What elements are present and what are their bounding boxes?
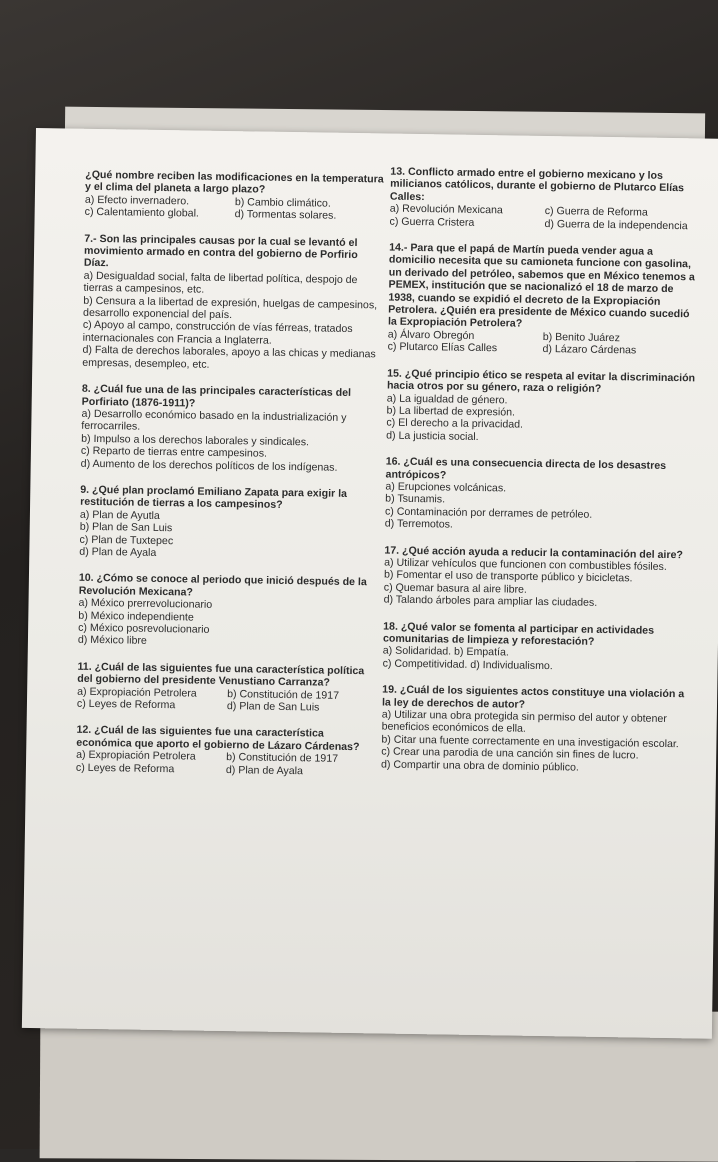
answer-option[interactable]: b) México independiente: [78, 609, 194, 624]
answer-option[interactable]: a) Expropiación Petrolera: [77, 685, 197, 700]
answer-option[interactable]: c) Apoyo al campo, construcción de vías férreas, tratados internacionales con Francia a Inglaterra.: [82, 319, 353, 347]
question-title: 15. ¿Qué principio ético se respeta al evitar la discriminación hacia otros por su género, raza o religión?: [386, 367, 696, 396]
answer-option[interactable]: d) México libre: [77, 634, 147, 648]
answer-option[interactable]: a) Revolución Mexicana: [389, 202, 503, 217]
answer-option[interactable]: a) La igualdad de género.: [386, 392, 508, 406]
answer-option[interactable]: c) Guerra Cristera: [389, 215, 475, 229]
answer-option[interactable]: d) Plan de San Luis: [226, 700, 320, 714]
answer-option[interactable]: a) Álvaro Obregón: [387, 328, 475, 342]
question-title: 13. Conflicto armado entre el gobierno mexicano y los milicianos católicos, durante el gobierno de Plutarco Elías Calles:: [389, 165, 684, 203]
answer-option[interactable]: b) Citar una fuente correctamente en una investigación escolar.: [381, 733, 679, 751]
answer-option[interactable]: d) Plan de Ayala: [225, 763, 303, 777]
question-q8: [81, 383, 382, 475]
right-column: [381, 166, 701, 790]
left-column: [76, 169, 386, 793]
answer-option[interactable]: d) Guerra de la independencia: [544, 217, 688, 232]
answer-option[interactable]: c) El derecho a la privacidad.: [386, 416, 524, 431]
answer-option[interactable]: a) Desarrollo económico basado en la industrialización y ferrocarriles.: [81, 407, 347, 433]
answer-option[interactable]: c) Plan de Tuxtepec: [79, 533, 174, 547]
answer-option[interactable]: b) Benito Juárez: [542, 330, 621, 345]
answer-option[interactable]: b) Constitución de 1917: [227, 687, 340, 702]
answer-option[interactable]: a) Efecto invernadero.: [84, 193, 190, 208]
answer-option[interactable]: d) Plan de Ayala: [79, 545, 157, 559]
answer-option[interactable]: c) Crear una parodia de una canción sin fines de lucro.: [381, 745, 639, 762]
exam-sheet: [22, 128, 718, 1039]
answer-option[interactable]: a) México prerrevolucionario: [78, 596, 213, 612]
question-title: 9. ¿Qué plan proclamó Emiliano Zapata para exigir la restitución de tierras a los campesinos?: [80, 483, 348, 512]
answer-option[interactable]: d) Compartir una obra de dominio público.: [380, 758, 579, 774]
answer-option[interactable]: a) Utilizar vehículos que funcionen con combustibles fósiles.: [384, 556, 667, 573]
question-q19: [381, 684, 692, 776]
answer-option[interactable]: c) Guerra de Reforma: [544, 205, 648, 219]
answer-option[interactable]: c) Reparto de tierras entre campesinos.: [80, 444, 268, 460]
question-q9: [79, 484, 380, 563]
question-title: 12. ¿Cuál de las siguientes fue una característica económica que aporto el gobierno de Lázaro Cárdenas?: [76, 724, 360, 754]
answer-option[interactable]: d) Falta de derechos laborales, apoyo a las chicas y medianas empresas, desempleo, etc.: [82, 344, 376, 371]
question-q11: [77, 661, 378, 715]
answer-option[interactable]: c) México posrevolucionario: [78, 621, 210, 636]
question-title: 7.- Son las principales causas por la cual se levantó el movimiento armado en contra del gobierno de Porfirio Díaz.: [83, 232, 358, 270]
question-title: ¿Qué nombre reciben las modificaciones en la temperatura y el clima del planeta a largo plazo?: [84, 168, 384, 197]
answer-option[interactable]: c) Quemar basura al aire libre.: [383, 581, 527, 596]
answer-option[interactable]: c) Plutarco Elías Calles: [387, 340, 498, 355]
answer-option[interactable]: d) Tormentas solares.: [234, 208, 337, 222]
answer-option[interactable]: b) Plan de San Luis: [79, 520, 173, 535]
answer-option[interactable]: d) Terremotos.: [384, 517, 454, 531]
question-title: 19. ¿Cuál de los siguientes actos constituye una violación a la ley de derechos de autor?: [381, 683, 685, 711]
answer-option[interactable]: b) Tsunamis.: [385, 492, 446, 506]
answer-option[interactable]: a) Expropiación Petrolera: [76, 748, 196, 763]
answer-option[interactable]: c) Competitividad. d) Individualismo.: [382, 657, 553, 672]
answer-option[interactable]: a) Solidaridad. b) Empatía.: [382, 644, 509, 659]
answer-option[interactable]: a) Desigualdad social, falta de libertad política, despojo de tierras a campesinos, etc.: [83, 269, 358, 296]
question-title: 18. ¿Qué valor se fomenta al participar en actividades comunitarias de limpieza y reforestación?: [382, 620, 655, 648]
answer-option[interactable]: c) Contaminación por derrames de petróleo.: [384, 505, 593, 521]
answer-option[interactable]: a) Plan de Ayutla: [79, 508, 160, 522]
answer-option[interactable]: b) Fomentar el uso de transporte público y bicicletas.: [383, 568, 633, 585]
answer-option[interactable]: c) Calentamiento global.: [84, 205, 200, 220]
question-title: 8. ¿Cuál fue una de las principales características del Porfiriato (1876-1911)?: [81, 382, 352, 410]
answer-option[interactable]: d) La justicia social.: [386, 429, 479, 443]
answer-option[interactable]: a) Erupciones volcánicas.: [385, 480, 507, 495]
question-q6: [85, 169, 386, 223]
question-title: 11. ¿Cuál de las siguientes fue una característica política del gobierno del presidente Venustiano Carranza?: [77, 660, 365, 689]
question-q12: [76, 724, 377, 778]
answer-option[interactable]: a) Utilizar una obra protegida sin permiso del autor y obtener beneficios económicos de ella.: [381, 708, 667, 736]
answer-option[interactable]: b) Cambio climático.: [234, 195, 331, 210]
answer-option[interactable]: b) Impulso a los derechos laborales y sindicales.: [81, 432, 310, 449]
answer-option[interactable]: d) Aumento de los derechos políticos de los indígenas.: [80, 457, 338, 474]
answer-option[interactable]: b) La libertad de expresión.: [386, 404, 516, 419]
answer-option[interactable]: d) Talando árboles para ampliar las ciudades.: [383, 593, 598, 610]
question-q18: [383, 620, 694, 674]
answer-option[interactable]: b) Censura a la libertad de expresión, huelgas de campesinos, desarrollo exponencial del país.: [83, 294, 378, 322]
question-title: 14.- Para que el papá de Martín pueda vender agua a domicilio necesita que su camioneta funcione con gasolina, un derivado del petróleo, sabemos que en México tenemos a PEMEX, institución que se nacionalizó el 18 de marzo de 1938, cuando se expidió el decreto de la Expropiación Petrolera. ¿Quién era presidente de México cuando sucedió la Expropiación Petrolera?: [387, 241, 695, 331]
question-q7: [82, 232, 384, 373]
question-q15: [386, 367, 697, 446]
answer-option[interactable]: c) Leyes de Reforma: [76, 697, 176, 712]
question-q13: [389, 166, 700, 233]
question-q14: [388, 242, 700, 359]
question-title: 10. ¿Cómo se conoce al periodo que inició después de la Revolución Mexicana?: [78, 572, 367, 599]
question-title: 17. ¿Qué acción ayuda a reducir la contaminación del aire?: [384, 544, 683, 561]
answer-option[interactable]: c) Leyes de Reforma: [75, 761, 175, 775]
answer-option[interactable]: b) Constitución de 1917: [226, 751, 339, 766]
question-title: 16. ¿Cuál es una consecuencia directa de los desastres antrópicos?: [385, 455, 667, 482]
question-q10: [78, 572, 379, 651]
answer-option[interactable]: d) Lázaro Cárdenas: [542, 343, 637, 357]
question-q17: [384, 544, 695, 611]
question-q16: [385, 456, 696, 535]
